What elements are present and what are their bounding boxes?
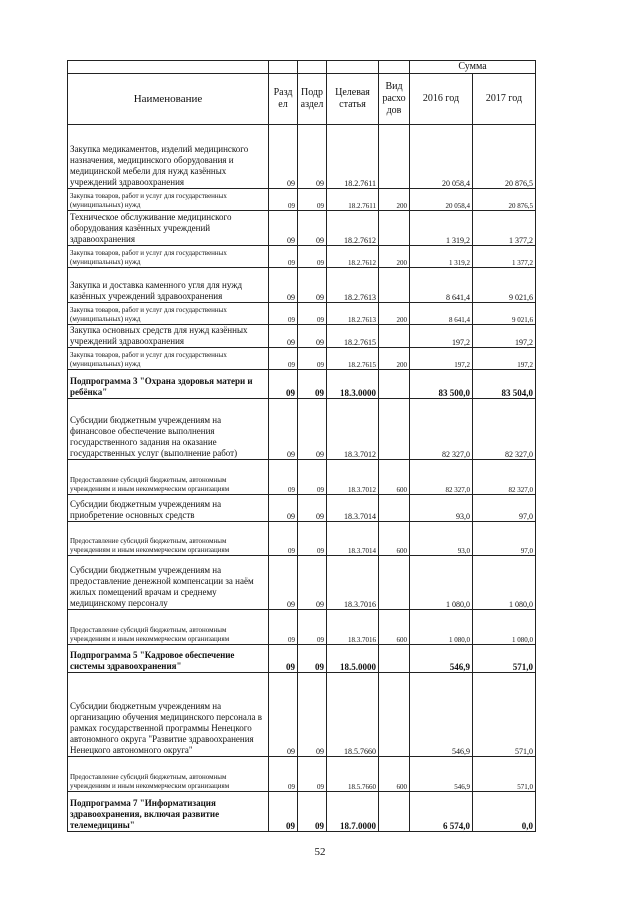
- row-vid: 200: [379, 348, 410, 370]
- year-2016-header: 2016 год: [410, 74, 473, 125]
- row-razdel: 09: [269, 610, 298, 645]
- row-podrazdel: 09: [298, 125, 327, 189]
- row-podrazdel: 09: [298, 460, 327, 495]
- row-2017: 571,0: [473, 645, 536, 673]
- row-podrazdel: 09: [298, 556, 327, 610]
- row-2016: 8 641,4: [410, 268, 473, 303]
- row-razdel: 09: [269, 645, 298, 673]
- row-name: Предоставление субсидий бюджетным, автономным учреждениям и иным некоммерческим организациям: [68, 460, 269, 495]
- row-2017: 9 021,6: [473, 303, 536, 325]
- row-2017: 1 080,0: [473, 556, 536, 610]
- table-row: [68, 189, 536, 211]
- row-target: 18.2.7613: [327, 268, 379, 303]
- row-podrazdel: 09: [298, 522, 327, 556]
- table-row: [68, 399, 536, 460]
- row-vid: [379, 370, 410, 399]
- row-razdel: 09: [269, 325, 298, 348]
- header-row: [68, 74, 536, 125]
- row-target: 18.3.7014: [327, 495, 379, 522]
- row-name: Субсидии бюджетным учреждениям на финансовое обеспечение выполнения государственного задания на оказание государственных услуг (выполнение работ): [68, 399, 269, 460]
- subprogram-row: [68, 792, 536, 832]
- row-target: 18.2.7612: [327, 211, 379, 246]
- row-2016: 1 080,0: [410, 556, 473, 610]
- table-row: [68, 211, 536, 246]
- name-header: Наименование: [68, 74, 269, 125]
- row-2017: 97,0: [473, 522, 536, 556]
- row-podrazdel: 09: [298, 370, 327, 399]
- row-podrazdel: 09: [298, 246, 327, 268]
- row-2016: 20 058,4: [410, 125, 473, 189]
- row-podrazdel: 09: [298, 211, 327, 246]
- table-row: [68, 268, 536, 303]
- subprogram-row: [68, 645, 536, 673]
- row-target: 18.2.7615: [327, 325, 379, 348]
- row-target: 18.3.7012: [327, 399, 379, 460]
- row-2016: 1 319,2: [410, 246, 473, 268]
- subprogram-row: [68, 370, 536, 399]
- row-podrazdel: 09: [298, 792, 327, 832]
- row-name: Подпрограмма 5 "Кадровое обеспечение системы здравоохранения": [68, 645, 269, 673]
- row-target: 18.7.0000: [327, 792, 379, 832]
- table-row: [68, 348, 536, 370]
- podrazdel-header: Подр аздел: [298, 74, 327, 125]
- row-razdel: 09: [269, 268, 298, 303]
- row-podrazdel: 09: [298, 303, 327, 325]
- row-2017: 1 080,0: [473, 610, 536, 645]
- row-name: Субсидии бюджетным учреждениям на приобретение основных средств: [68, 495, 269, 522]
- row-vid: [379, 325, 410, 348]
- row-razdel: 09: [269, 522, 298, 556]
- row-razdel: 09: [269, 556, 298, 610]
- row-vid: [379, 645, 410, 673]
- header-row-top: [68, 61, 536, 74]
- row-razdel: 09: [269, 189, 298, 211]
- row-2016: 82 327,0: [410, 460, 473, 495]
- row-target: 18.3.7014: [327, 522, 379, 556]
- row-name: Закупка товаров, работ и услуг для государственных (муниципальных) нужд: [68, 189, 269, 211]
- row-podrazdel: 09: [298, 189, 327, 211]
- row-vid: [379, 211, 410, 246]
- table-row: [68, 673, 536, 757]
- row-razdel: 09: [269, 303, 298, 325]
- row-2016: 93,0: [410, 522, 473, 556]
- row-name: Субсидии бюджетным учреждениям на организацию обучения медицинского персонала в рамках государственной программы Ненецкого автономного округа "Развитие здравоохранения Ненецкого автономного округа": [68, 673, 269, 757]
- row-razdel: 09: [269, 673, 298, 757]
- row-2017: 20 876,5: [473, 125, 536, 189]
- row-2017: 197,2: [473, 348, 536, 370]
- row-target: 18.2.7615: [327, 348, 379, 370]
- row-target: 18.2.7611: [327, 189, 379, 211]
- row-name: Закупка и доставка каменного угля для нужд казённых учреждений здравоохранения: [68, 268, 269, 303]
- row-target: 18.2.7611: [327, 125, 379, 189]
- table-row: [68, 303, 536, 325]
- row-2016: 1 319,2: [410, 211, 473, 246]
- row-2017: 82 327,0: [473, 399, 536, 460]
- row-podrazdel: 09: [298, 325, 327, 348]
- page-number: 52: [314, 846, 326, 858]
- target-header: Целевая статья: [327, 74, 379, 125]
- row-2016: 546,9: [410, 673, 473, 757]
- row-podrazdel: 09: [298, 645, 327, 673]
- row-name: Закупка товаров, работ и услуг для государственных (муниципальных) нужд: [68, 246, 269, 268]
- row-vid: 600: [379, 522, 410, 556]
- row-2016: 6 574,0: [410, 792, 473, 832]
- row-vid: [379, 495, 410, 522]
- table-row: [68, 325, 536, 348]
- row-vid: [379, 792, 410, 832]
- row-podrazdel: 09: [298, 495, 327, 522]
- row-target: 18.5.7660: [327, 673, 379, 757]
- row-target: 18.2.7612: [327, 246, 379, 268]
- budget-table: [67, 60, 536, 832]
- table-row: [68, 495, 536, 522]
- row-razdel: 09: [269, 792, 298, 832]
- row-name: Закупка основных средств для нужд казённых учреждений здравоохранения: [68, 325, 269, 348]
- row-2016: 82 327,0: [410, 399, 473, 460]
- row-target: 18.5.0000: [327, 645, 379, 673]
- row-name: Закупка товаров, работ и услуг для государственных (муниципальных) нужд: [68, 303, 269, 325]
- table-row: [68, 522, 536, 556]
- row-vid: 600: [379, 757, 410, 792]
- row-target: 18.3.7016: [327, 610, 379, 645]
- row-razdel: 09: [269, 370, 298, 399]
- table-row: [68, 757, 536, 792]
- row-2017: 1 377,2: [473, 246, 536, 268]
- row-vid: [379, 556, 410, 610]
- row-2017: 97,0: [473, 495, 536, 522]
- razdel-header: Разд ел: [269, 74, 298, 125]
- row-name: Подпрограмма 7 "Информатизация здравоохранения, включая развитие телемедицины": [68, 792, 269, 832]
- table-row: [68, 246, 536, 268]
- row-podrazdel: 09: [298, 399, 327, 460]
- row-2017: 82 327,0: [473, 460, 536, 495]
- row-name: Закупка медикаментов, изделий медицинского назначения, медицинского оборудования и медицинской мебели для нужд казённых учреждений здравоохранения: [68, 125, 269, 189]
- row-name: Техническое обслуживание медицинского оборудования казённых учреждений здравоохранения: [68, 211, 269, 246]
- row-podrazdel: 09: [298, 757, 327, 792]
- row-razdel: 09: [269, 757, 298, 792]
- table-row: [68, 460, 536, 495]
- row-vid: [379, 125, 410, 189]
- row-2017: 9 021,6: [473, 268, 536, 303]
- row-2016: 197,2: [410, 348, 473, 370]
- row-2016: 546,9: [410, 645, 473, 673]
- row-2016: 546,9: [410, 757, 473, 792]
- row-razdel: 09: [269, 348, 298, 370]
- row-target: 18.5.7660: [327, 757, 379, 792]
- row-razdel: 09: [269, 211, 298, 246]
- table-row: [68, 610, 536, 645]
- row-vid: 600: [379, 610, 410, 645]
- table-row: [68, 125, 536, 189]
- row-name: Предоставление субсидий бюджетным, автономным учреждениям и иным некоммерческим организациям: [68, 522, 269, 556]
- row-razdel: 09: [269, 460, 298, 495]
- row-name: Закупка товаров, работ и услуг для государственных (муниципальных) нужд: [68, 348, 269, 370]
- row-2016: 8 641,4: [410, 303, 473, 325]
- row-target: 18.3.7012: [327, 460, 379, 495]
- row-2017: 20 876,5: [473, 189, 536, 211]
- row-razdel: 09: [269, 125, 298, 189]
- row-razdel: 09: [269, 399, 298, 460]
- row-target: 18.3.7016: [327, 556, 379, 610]
- row-2017: 83 504,0: [473, 370, 536, 399]
- row-podrazdel: 09: [298, 268, 327, 303]
- row-vid: [379, 399, 410, 460]
- row-target: 18.2.7613: [327, 303, 379, 325]
- row-name: Подпрограмма 3 "Охрана здоровья матери и ребёнка": [68, 370, 269, 399]
- sum-header: Сумма: [410, 61, 536, 74]
- row-vid: 200: [379, 189, 410, 211]
- row-target: 18.3.0000: [327, 370, 379, 399]
- vid-header: Вид расхо дов: [379, 74, 410, 125]
- year-2017-header: 2017 год: [473, 74, 536, 125]
- row-2017: 571,0: [473, 673, 536, 757]
- row-vid: [379, 673, 410, 757]
- row-vid: [379, 268, 410, 303]
- row-2016: 83 500,0: [410, 370, 473, 399]
- row-name: Предоставление субсидий бюджетным, автономным учреждениям и иным некоммерческим организациям: [68, 757, 269, 792]
- row-2017: 0,0: [473, 792, 536, 832]
- row-vid: 200: [379, 246, 410, 268]
- row-podrazdel: 09: [298, 610, 327, 645]
- table-row: [68, 556, 536, 610]
- row-vid: 600: [379, 460, 410, 495]
- row-razdel: 09: [269, 495, 298, 522]
- row-2017: 571,0: [473, 757, 536, 792]
- row-podrazdel: 09: [298, 348, 327, 370]
- row-name: Предоставление субсидий бюджетным, автономным учреждениям и иным некоммерческим организациям: [68, 610, 269, 645]
- row-2017: 1 377,2: [473, 211, 536, 246]
- row-vid: 200: [379, 303, 410, 325]
- row-podrazdel: 09: [298, 673, 327, 757]
- row-name: Субсидии бюджетным учреждениям на предоставление денежной компенсации за наём жилых помещений врачам и среднему медицинскому персоналу: [68, 556, 269, 610]
- row-2016: 93,0: [410, 495, 473, 522]
- row-2016: 197,2: [410, 325, 473, 348]
- row-2016: 20 058,4: [410, 189, 473, 211]
- row-2016: 1 080,0: [410, 610, 473, 645]
- row-2017: 197,2: [473, 325, 536, 348]
- row-razdel: 09: [269, 246, 298, 268]
